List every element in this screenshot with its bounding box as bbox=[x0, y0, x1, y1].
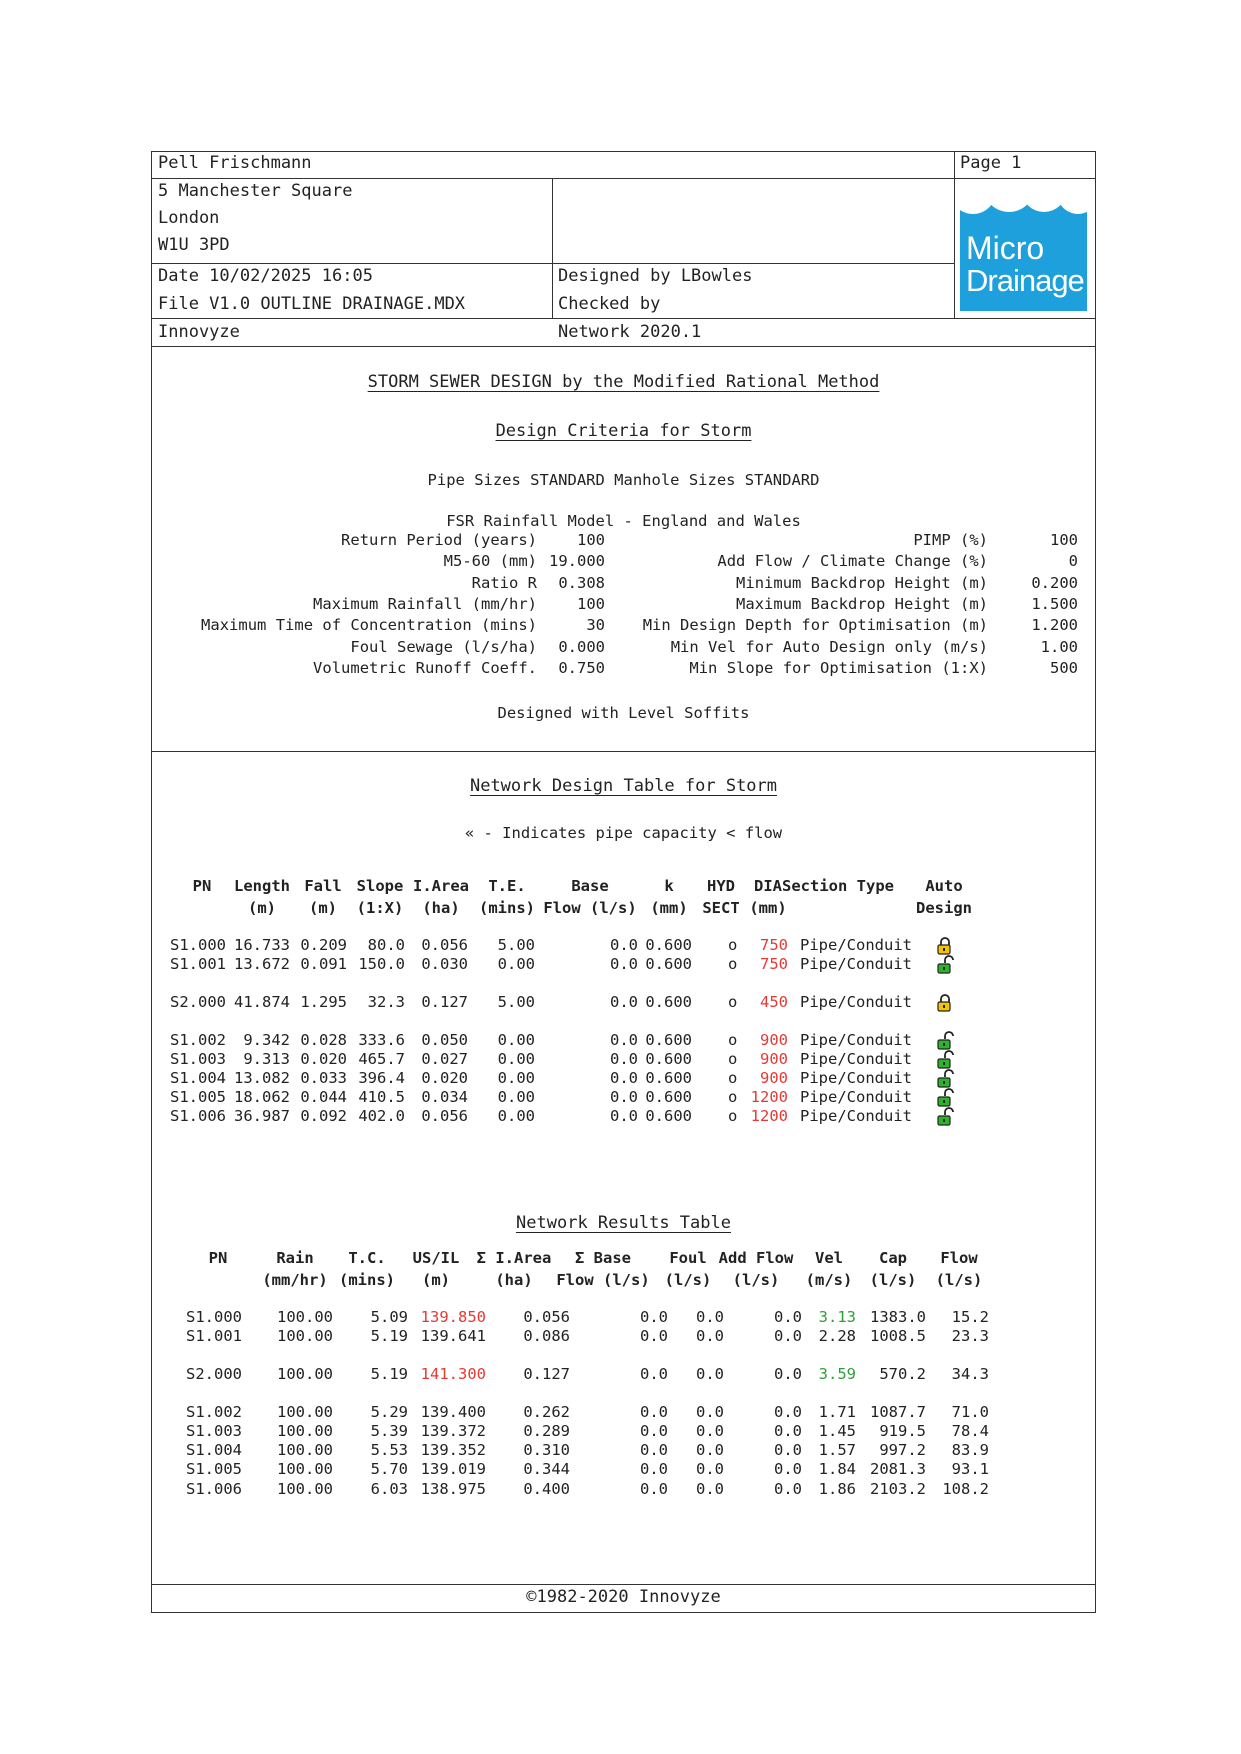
row-fall: 0.209 bbox=[300, 936, 347, 954]
row-length: 13.672 bbox=[234, 955, 290, 973]
row-hyd-sect: o bbox=[728, 1107, 738, 1125]
row-add: 0.0 bbox=[774, 1403, 802, 1421]
row-add: 0.0 bbox=[774, 1422, 802, 1440]
row-base: 0.0 bbox=[610, 993, 638, 1011]
column-header: Slope bbox=[356, 877, 404, 895]
column-header: k bbox=[664, 877, 674, 895]
designed-by: Designed by LBowles bbox=[558, 266, 753, 286]
criteria-value: 1.200 bbox=[1031, 616, 1078, 635]
row-iarea: 0.056 bbox=[421, 1107, 468, 1125]
row-iarea: 0.344 bbox=[523, 1460, 570, 1478]
criteria-value: 100 bbox=[577, 594, 605, 613]
row-length: 9.342 bbox=[243, 1031, 290, 1049]
row-te: 5.00 bbox=[497, 936, 535, 954]
row-vel: 1.84 bbox=[818, 1460, 856, 1478]
row-rain: 100.00 bbox=[277, 1365, 333, 1383]
column-header-units: (m/s) bbox=[805, 1271, 853, 1289]
row-length: 9.313 bbox=[243, 1050, 290, 1068]
criteria-label: Minimum Backdrop Height (m) bbox=[736, 573, 988, 592]
row-vel: 1.86 bbox=[818, 1480, 856, 1498]
row-iarea: 0.020 bbox=[421, 1069, 468, 1087]
logo-cloud bbox=[1056, 184, 1087, 214]
column-header: Section Type bbox=[782, 877, 894, 895]
row-base: 0.0 bbox=[610, 1107, 638, 1125]
micro-drainage-logo bbox=[960, 184, 1087, 311]
row-te: 0.00 bbox=[497, 1088, 535, 1106]
criteria-value: 100 bbox=[1050, 531, 1078, 549]
criteria-label: Add Flow / Climate Change (%) bbox=[717, 552, 988, 571]
row-tc: 5.19 bbox=[370, 1365, 408, 1383]
row-base: 0.0 bbox=[610, 1088, 638, 1106]
row-iarea: 0.127 bbox=[523, 1365, 570, 1383]
row-te: 0.00 bbox=[497, 1107, 535, 1125]
row-section-type: Pipe/Conduit bbox=[800, 1031, 912, 1049]
soffits-note: Designed with Level Soffits bbox=[497, 704, 750, 722]
criteria-label: Maximum Time of Concentration (mins) bbox=[201, 616, 537, 635]
unlock-icon bbox=[936, 1069, 954, 1089]
column-header: Cap bbox=[879, 1249, 907, 1267]
row-base: 0.0 bbox=[640, 1460, 668, 1478]
logo-text-micro: Micro bbox=[966, 230, 1045, 266]
column-header-units: (mm/hr) bbox=[262, 1271, 328, 1289]
row-fall: 0.033 bbox=[300, 1069, 347, 1087]
row-rain: 100.00 bbox=[277, 1403, 333, 1421]
criteria-value: 100 bbox=[577, 531, 605, 549]
row-pn: S1.006 bbox=[186, 1480, 242, 1498]
row-dia: 900 bbox=[760, 1050, 788, 1068]
criteria-label: Min Design Depth for Optimisation (m) bbox=[642, 616, 988, 635]
row-tc: 5.39 bbox=[370, 1422, 408, 1440]
row-base: 0.0 bbox=[610, 955, 638, 973]
file-name: File V1.0 OUTLINE DRAINAGE.MDX bbox=[158, 294, 466, 314]
row-flow: 83.9 bbox=[951, 1441, 989, 1459]
criteria-value: 19.000 bbox=[549, 552, 605, 571]
row-pn: S1.004 bbox=[170, 1069, 226, 1087]
row-add: 0.0 bbox=[774, 1460, 802, 1478]
column-header-units: (1:X) bbox=[356, 899, 404, 917]
checked-by: Checked by bbox=[558, 294, 661, 314]
row-k: 0.600 bbox=[645, 936, 692, 954]
row-dia: 450 bbox=[760, 993, 788, 1011]
column-header: DIA bbox=[754, 877, 782, 895]
column-header-units: (l/s) bbox=[935, 1271, 983, 1289]
column-header: Length bbox=[234, 877, 290, 895]
lock-icon bbox=[936, 936, 954, 956]
column-header-units: (l/s) bbox=[869, 1271, 917, 1289]
criteria-label: Min Slope for Optimisation (1:X) bbox=[689, 658, 988, 677]
column-header-units: Design bbox=[916, 899, 972, 917]
row-iarea: 0.127 bbox=[421, 993, 468, 1011]
row-dia: 1200 bbox=[750, 1107, 788, 1125]
row-iarea: 0.056 bbox=[421, 936, 468, 954]
report-frame bbox=[151, 151, 1096, 1613]
row-pn: S1.002 bbox=[186, 1403, 242, 1421]
row-vel: 3.13 bbox=[818, 1308, 856, 1326]
row-vel: 1.57 bbox=[818, 1441, 856, 1459]
row-slope: 150.0 bbox=[358, 955, 405, 973]
row-rain: 100.00 bbox=[277, 1308, 333, 1326]
row-usil: 139.641 bbox=[420, 1327, 486, 1345]
row-section-type: Pipe/Conduit bbox=[800, 955, 912, 973]
row-pn: S1.000 bbox=[170, 936, 226, 954]
row-vel: 2.28 bbox=[818, 1327, 856, 1345]
row-add: 0.0 bbox=[774, 1308, 802, 1326]
criteria-label: Min Vel for Auto Design only (m/s) bbox=[670, 637, 988, 656]
row-foul: 0.0 bbox=[696, 1480, 724, 1498]
row-iarea: 0.027 bbox=[421, 1050, 468, 1068]
row-rain: 100.00 bbox=[277, 1327, 333, 1345]
row-length: 41.874 bbox=[234, 993, 290, 1011]
criteria-label: Foul Sewage (l/s/ha) bbox=[350, 637, 537, 656]
row-base: 0.0 bbox=[610, 1069, 638, 1087]
row-hyd-sect: o bbox=[728, 1050, 738, 1068]
column-header: T.C. bbox=[348, 1249, 386, 1267]
vendor: Innovyze bbox=[158, 322, 240, 342]
row-foul: 0.0 bbox=[696, 1365, 724, 1383]
rainfall-model: FSR Rainfall Model - England and Wales bbox=[446, 512, 801, 530]
row-hyd-sect: o bbox=[728, 1088, 738, 1106]
row-base: 0.0 bbox=[640, 1422, 668, 1440]
row-flow: 15.2 bbox=[951, 1308, 989, 1326]
row-iarea: 0.034 bbox=[421, 1088, 468, 1106]
column-header: T.E. bbox=[488, 877, 526, 895]
column-header-units: (ha) bbox=[422, 899, 460, 917]
row-flow: 71.0 bbox=[951, 1403, 989, 1421]
row-add: 0.0 bbox=[774, 1480, 802, 1498]
column-header: Add Flow bbox=[718, 1249, 794, 1267]
row-k: 0.600 bbox=[645, 1069, 692, 1087]
row-k: 0.600 bbox=[645, 955, 692, 973]
row-pn: S1.001 bbox=[186, 1327, 242, 1345]
row-cap: 1087.7 bbox=[870, 1403, 926, 1421]
column-header: Auto bbox=[925, 877, 963, 895]
row-tc: 6.03 bbox=[370, 1480, 408, 1498]
row-cap: 2103.2 bbox=[870, 1480, 926, 1498]
row-pn: S1.005 bbox=[170, 1088, 226, 1106]
row-length: 13.082 bbox=[234, 1069, 290, 1087]
row-slope: 402.0 bbox=[358, 1107, 405, 1125]
address-line-2: London bbox=[158, 208, 220, 228]
row-base: 0.0 bbox=[610, 1031, 638, 1049]
row-foul: 0.0 bbox=[696, 1441, 724, 1459]
criteria-title: Design Criteria for Storm bbox=[495, 421, 752, 441]
criteria-value: 30 bbox=[586, 616, 605, 635]
row-slope: 80.0 bbox=[367, 936, 405, 954]
criteria-label: M5-60 (mm) bbox=[443, 552, 537, 571]
row-vel: 1.71 bbox=[818, 1403, 856, 1421]
divider bbox=[552, 178, 553, 318]
network-design-title: Network Design Table for Storm bbox=[469, 776, 778, 796]
row-cap: 919.5 bbox=[879, 1422, 926, 1440]
row-iarea: 0.400 bbox=[523, 1480, 570, 1498]
row-usil: 139.372 bbox=[420, 1422, 486, 1440]
row-tc: 5.70 bbox=[370, 1460, 408, 1478]
row-hyd-sect: o bbox=[728, 955, 738, 973]
row-pn: S1.005 bbox=[186, 1460, 242, 1478]
criteria-value: 0.200 bbox=[1031, 573, 1078, 592]
row-flow: 34.3 bbox=[951, 1365, 989, 1383]
column-header-units: (m) bbox=[309, 899, 337, 917]
row-pn: S1.006 bbox=[170, 1107, 226, 1125]
row-iarea: 0.310 bbox=[523, 1441, 570, 1459]
row-k: 0.600 bbox=[645, 993, 692, 1011]
logo-text-drainage: Drainage bbox=[966, 263, 1084, 298]
row-section-type: Pipe/Conduit bbox=[800, 1107, 912, 1125]
row-flow: 93.1 bbox=[951, 1460, 989, 1478]
row-base: 0.0 bbox=[640, 1480, 668, 1498]
row-foul: 0.0 bbox=[696, 1308, 724, 1326]
report-date: Date 10/02/2025 16:05 bbox=[158, 266, 373, 286]
column-header-units: Flow (l/s) bbox=[556, 1271, 650, 1289]
unlock-icon bbox=[936, 1107, 954, 1127]
unlock-icon bbox=[936, 1050, 954, 1070]
divider bbox=[152, 318, 1095, 319]
column-header-units: (m) bbox=[248, 899, 276, 917]
row-pn: S1.000 bbox=[186, 1308, 242, 1326]
row-usil: 141.300 bbox=[420, 1365, 486, 1383]
row-section-type: Pipe/Conduit bbox=[800, 993, 912, 1011]
column-header-units: Flow (l/s) bbox=[543, 899, 637, 917]
divider bbox=[152, 263, 955, 264]
column-header: Σ I.Area bbox=[476, 1249, 552, 1267]
row-hyd-sect: o bbox=[728, 1031, 738, 1049]
row-length: 16.733 bbox=[234, 936, 290, 954]
row-k: 0.600 bbox=[645, 1107, 692, 1125]
row-usil: 139.019 bbox=[420, 1460, 486, 1478]
page-number: Page 1 bbox=[960, 153, 1022, 173]
row-iarea: 0.030 bbox=[421, 955, 468, 973]
column-header-units: (mm) bbox=[650, 899, 688, 917]
column-header: PN bbox=[208, 1249, 228, 1267]
criteria-label: PIMP (%) bbox=[913, 531, 988, 549]
row-fall: 0.044 bbox=[300, 1088, 347, 1106]
row-pn: S2.000 bbox=[170, 993, 226, 1011]
unlock-icon bbox=[936, 1088, 954, 1108]
row-pn: S2.000 bbox=[186, 1365, 242, 1383]
row-tc: 5.19 bbox=[370, 1327, 408, 1345]
row-fall: 0.092 bbox=[300, 1107, 347, 1125]
criteria-value: 1.500 bbox=[1031, 594, 1078, 613]
row-foul: 0.0 bbox=[696, 1422, 724, 1440]
criteria-value: 500 bbox=[1050, 658, 1078, 677]
address-line-3: W1U 3PD bbox=[158, 235, 230, 255]
row-rain: 100.00 bbox=[277, 1422, 333, 1440]
column-header: US/IL bbox=[412, 1249, 460, 1267]
divider bbox=[152, 1584, 1095, 1585]
row-hyd-sect: o bbox=[728, 1069, 738, 1087]
capacity-note: « - Indicates pipe capacity < flow bbox=[464, 824, 783, 842]
row-dia: 750 bbox=[760, 936, 788, 954]
row-dia: 750 bbox=[760, 955, 788, 973]
criteria-label: Maximum Rainfall (mm/hr) bbox=[313, 594, 537, 613]
column-header: Vel bbox=[815, 1249, 843, 1267]
criteria-label: Volumetric Runoff Coeff. bbox=[313, 658, 537, 677]
criteria-value: 0.000 bbox=[558, 637, 605, 656]
column-header: Rain bbox=[276, 1249, 314, 1267]
network-results-title: Network Results Table bbox=[516, 1213, 731, 1233]
row-add: 0.0 bbox=[774, 1327, 802, 1345]
row-base: 0.0 bbox=[640, 1308, 668, 1326]
row-tc: 5.09 bbox=[370, 1308, 408, 1326]
row-pn: S1.002 bbox=[170, 1031, 226, 1049]
row-vel: 3.59 bbox=[818, 1365, 856, 1383]
divider bbox=[152, 346, 1095, 347]
row-add: 0.0 bbox=[774, 1441, 802, 1459]
row-base: 0.0 bbox=[640, 1365, 668, 1383]
row-section-type: Pipe/Conduit bbox=[800, 1069, 912, 1087]
column-header-units: (ha) bbox=[495, 1271, 533, 1289]
row-slope: 410.5 bbox=[358, 1088, 405, 1106]
row-k: 0.600 bbox=[645, 1088, 692, 1106]
row-pn: S1.004 bbox=[186, 1441, 242, 1459]
criteria-label: Maximum Backdrop Height (m) bbox=[736, 594, 988, 613]
row-cap: 2081.3 bbox=[870, 1460, 926, 1478]
row-iarea: 0.050 bbox=[421, 1031, 468, 1049]
row-cap: 997.2 bbox=[879, 1441, 926, 1459]
column-header: Σ Base bbox=[575, 1249, 631, 1267]
row-add: 0.0 bbox=[774, 1365, 802, 1383]
row-fall: 0.020 bbox=[300, 1050, 347, 1068]
row-k: 0.600 bbox=[645, 1031, 692, 1049]
row-length: 18.062 bbox=[234, 1088, 290, 1106]
row-slope: 32.3 bbox=[367, 993, 405, 1011]
row-flow: 108.2 bbox=[942, 1480, 989, 1498]
row-flow: 78.4 bbox=[951, 1422, 989, 1440]
criteria-label: Ratio R bbox=[471, 573, 537, 592]
column-header: Base bbox=[571, 877, 609, 895]
row-foul: 0.0 bbox=[696, 1460, 724, 1478]
row-base: 0.0 bbox=[640, 1327, 668, 1345]
column-header: Flow bbox=[940, 1249, 978, 1267]
column-header-units: (l/s) bbox=[732, 1271, 780, 1289]
row-slope: 333.6 bbox=[358, 1031, 405, 1049]
criteria-value: 0.308 bbox=[558, 573, 605, 592]
row-iarea: 0.289 bbox=[523, 1422, 570, 1440]
row-tc: 5.53 bbox=[370, 1441, 408, 1459]
row-iarea: 0.086 bbox=[523, 1327, 570, 1345]
row-k: 0.600 bbox=[645, 1050, 692, 1068]
row-pn: S1.001 bbox=[170, 955, 226, 973]
column-header: I.Area bbox=[413, 877, 469, 895]
row-usil: 138.975 bbox=[420, 1480, 486, 1498]
row-te: 0.00 bbox=[497, 955, 535, 973]
column-header: PN bbox=[192, 877, 212, 895]
row-vel: 1.45 bbox=[818, 1422, 856, 1440]
row-pn: S1.003 bbox=[170, 1050, 226, 1068]
row-iarea: 0.056 bbox=[523, 1308, 570, 1326]
pipe-sizes: Pipe Sizes STANDARD Manhole Sizes STANDARD bbox=[427, 471, 820, 489]
row-rain: 100.00 bbox=[277, 1460, 333, 1478]
lock-icon bbox=[936, 993, 954, 1013]
address-line-1: 5 Manchester Square bbox=[158, 181, 353, 201]
column-header-units: SECT bbox=[702, 899, 740, 917]
row-cap: 570.2 bbox=[879, 1365, 926, 1383]
row-base: 0.0 bbox=[610, 936, 638, 954]
row-fall: 1.295 bbox=[300, 993, 347, 1011]
row-flow: 23.3 bbox=[951, 1327, 989, 1345]
row-section-type: Pipe/Conduit bbox=[800, 1050, 912, 1068]
row-section-type: Pipe/Conduit bbox=[800, 1088, 912, 1106]
row-slope: 396.4 bbox=[358, 1069, 405, 1087]
divider bbox=[954, 152, 955, 318]
column-header: Fall bbox=[304, 877, 342, 895]
row-length: 36.987 bbox=[234, 1107, 290, 1125]
row-dia: 900 bbox=[760, 1031, 788, 1049]
column-header: HYD bbox=[707, 877, 735, 895]
main-title: STORM SEWER DESIGN by the Modified Rational Method bbox=[367, 372, 880, 392]
row-dia: 900 bbox=[760, 1069, 788, 1087]
unlock-icon bbox=[936, 1031, 954, 1051]
row-rain: 100.00 bbox=[277, 1480, 333, 1498]
column-header-units: (l/s) bbox=[664, 1271, 712, 1289]
row-base: 0.0 bbox=[640, 1441, 668, 1459]
column-header-units: (m) bbox=[422, 1271, 450, 1289]
row-cap: 1008.5 bbox=[870, 1327, 926, 1345]
row-usil: 139.352 bbox=[420, 1441, 486, 1459]
row-pn: S1.003 bbox=[186, 1422, 242, 1440]
column-header-units: (mins) bbox=[339, 1271, 395, 1289]
row-te: 0.00 bbox=[497, 1050, 535, 1068]
row-usil: 139.400 bbox=[420, 1403, 486, 1421]
row-section-type: Pipe/Conduit bbox=[800, 936, 912, 954]
row-foul: 0.0 bbox=[696, 1327, 724, 1345]
criteria-value: 0.750 bbox=[558, 658, 605, 677]
row-base: 0.0 bbox=[610, 1050, 638, 1068]
criteria-value: 0 bbox=[1068, 552, 1078, 571]
row-hyd-sect: o bbox=[728, 993, 738, 1011]
column-header: Foul bbox=[669, 1249, 707, 1267]
row-te: 5.00 bbox=[497, 993, 535, 1011]
row-dia: 1200 bbox=[750, 1088, 788, 1106]
row-foul: 0.0 bbox=[696, 1403, 724, 1421]
software-version: Network 2020.1 bbox=[558, 322, 702, 342]
row-usil: 139.850 bbox=[420, 1308, 486, 1326]
row-tc: 5.29 bbox=[370, 1403, 408, 1421]
row-slope: 465.7 bbox=[358, 1050, 405, 1068]
row-iarea: 0.262 bbox=[523, 1403, 570, 1421]
criteria-value: 1.00 bbox=[1040, 637, 1078, 656]
divider bbox=[152, 751, 1095, 752]
row-te: 0.00 bbox=[497, 1069, 535, 1087]
row-hyd-sect: o bbox=[728, 936, 738, 954]
unlock-icon bbox=[936, 955, 954, 975]
row-te: 0.00 bbox=[497, 1031, 535, 1049]
company-name: Pell Frischmann bbox=[158, 153, 312, 173]
row-fall: 0.091 bbox=[300, 955, 347, 973]
row-fall: 0.028 bbox=[300, 1031, 347, 1049]
row-rain: 100.00 bbox=[277, 1441, 333, 1459]
copyright: ©1982-2020 Innovyze bbox=[526, 1587, 721, 1607]
column-header-units: (mins) bbox=[479, 899, 535, 917]
column-header-units: (mm) bbox=[749, 899, 787, 917]
criteria-label: Return Period (years) bbox=[341, 531, 537, 549]
row-cap: 1383.0 bbox=[870, 1308, 926, 1326]
row-base: 0.0 bbox=[640, 1403, 668, 1421]
